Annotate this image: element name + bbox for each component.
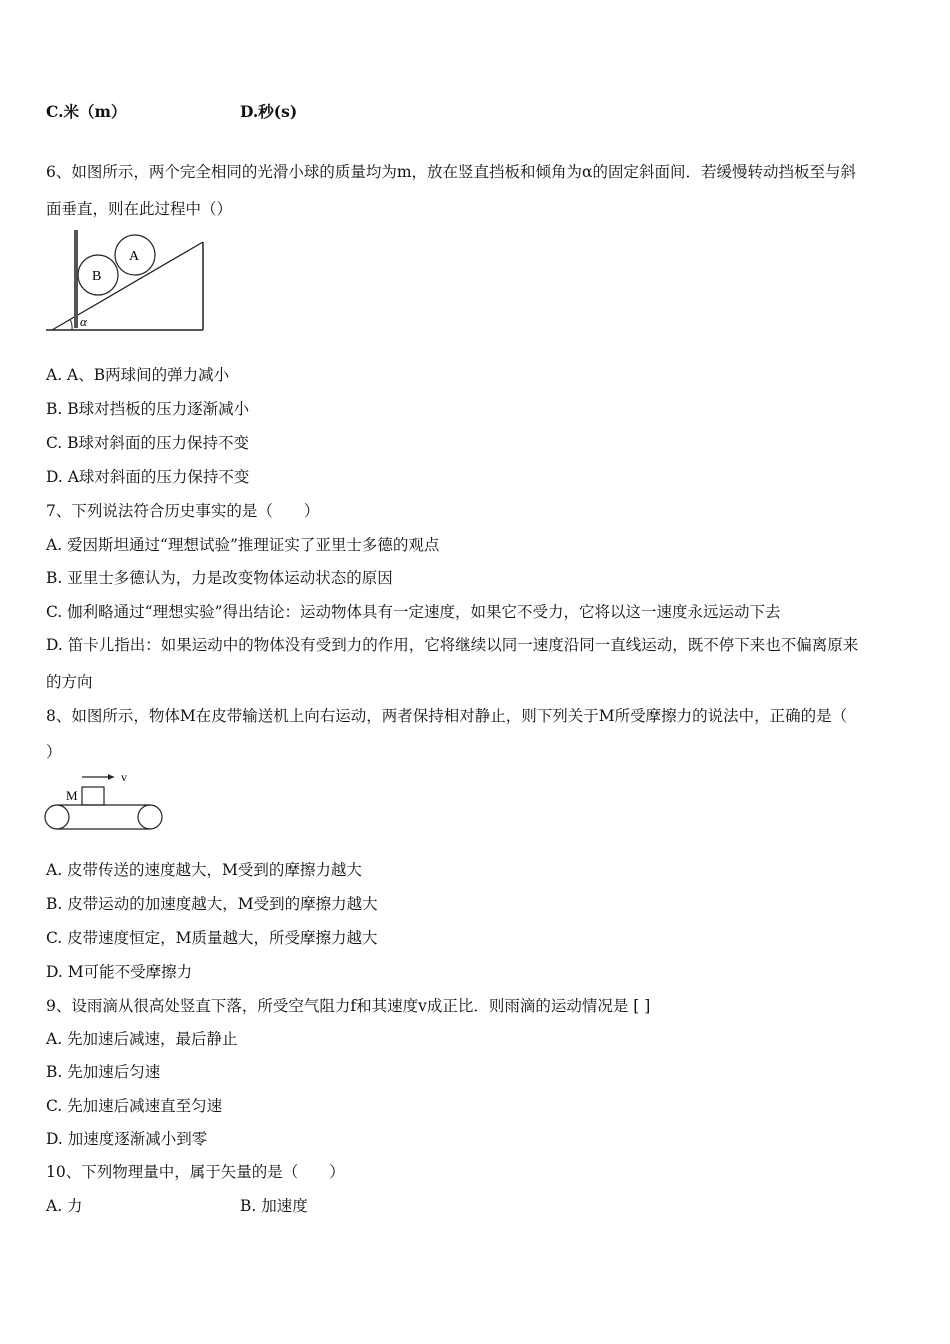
q6-option-d: D. A球对斜面的压力保持不变 (46, 468, 250, 486)
q10-options-row (46, 1196, 308, 1216)
ball-b-label: B (92, 269, 102, 284)
q6-stem-line1: 6、如图所示，两个完全相同的光滑小球的质量均为m，放在竖直挡板和倾角为α的固定斜面间．若缓慢转动挡板至与斜 (46, 163, 857, 181)
q7-option-a: A. 爱因斯坦通过“理想试验”推理证实了亚里士多德的观点 (46, 536, 440, 554)
q8-option-d: D. M可能不受摩擦力 (46, 963, 193, 981)
q8-stem-line1: 8、如图所示，物体M在皮带输送机上向右运动，两者保持相对静止，则下列关于M所受摩擦力的说法中，正确的是（ (46, 707, 848, 725)
q10-option-a: A. 力 (46, 1197, 83, 1215)
q7-option-d-cont: 的方向 (46, 673, 93, 691)
q6-stem-line2: 面垂直，则在此过程中（） (46, 200, 233, 218)
mass-label: M (66, 788, 78, 803)
q5-option-c: C.米（m） (46, 102, 127, 121)
q9-stem: 9、设雨滴从很高处竖直下落，所受空气阻力f和其速度v成正比．则雨滴的运动情况是 [ ] (46, 997, 651, 1015)
q10-option-b: B. 加速度 (240, 1197, 308, 1215)
q8-option-c: C. 皮带速度恒定，M质量越大，所受摩擦力越大 (46, 929, 378, 947)
q9-option-b: B. 先加速后匀速 (46, 1063, 161, 1081)
q8-stem-line2: ） (46, 743, 62, 761)
q8-option-a: A. 皮带传送的速度越大，M受到的摩擦力越大 (46, 861, 362, 879)
q8-option-b: B. 皮带运动的加速度越大，M受到的摩擦力越大 (46, 895, 378, 913)
q7-option-c: C. 伽利略通过“理想实验”得出结论：运动物体具有一定速度，如果它不受力，它将以这一速度永远运动下去 (46, 603, 781, 621)
q6-option-b: B. B球对挡板的压力逐渐减小 (46, 400, 250, 418)
q5-options-row (46, 102, 298, 122)
q7-option-d: D. 笛卡儿指出：如果运动中的物体没有受到力的作用，它将继续以同一速度沿同一直线运动，既不停下来也不偏离原来 (46, 636, 859, 654)
q6-option-c: C. B球对斜面的压力保持不变 (46, 434, 250, 452)
q7-stem: 7、下列说法符合历史事实的是（ ） (46, 502, 320, 520)
q8-figure (44, 768, 166, 832)
q9-option-d: D. 加速度逐渐减小到零 (46, 1130, 208, 1148)
ball-a-label: A (129, 249, 140, 264)
velocity-label: v (121, 770, 127, 784)
angle-label: α (80, 314, 87, 329)
q10-stem: 10、下列物理量中，属于矢量的是（ ） (46, 1163, 345, 1181)
q5-option-d: D.秒(s) (240, 102, 298, 121)
q9-option-a: A. 先加速后减速，最后静止 (46, 1030, 238, 1048)
q9-option-c: C. 先加速后减速直至匀速 (46, 1097, 223, 1115)
q7-option-b: B. 亚里士多德认为，力是改变物体运动状态的原因 (46, 569, 393, 587)
q6-figure (46, 228, 206, 333)
q6-option-a: A. A、B两球间的弹力减小 (46, 366, 230, 384)
